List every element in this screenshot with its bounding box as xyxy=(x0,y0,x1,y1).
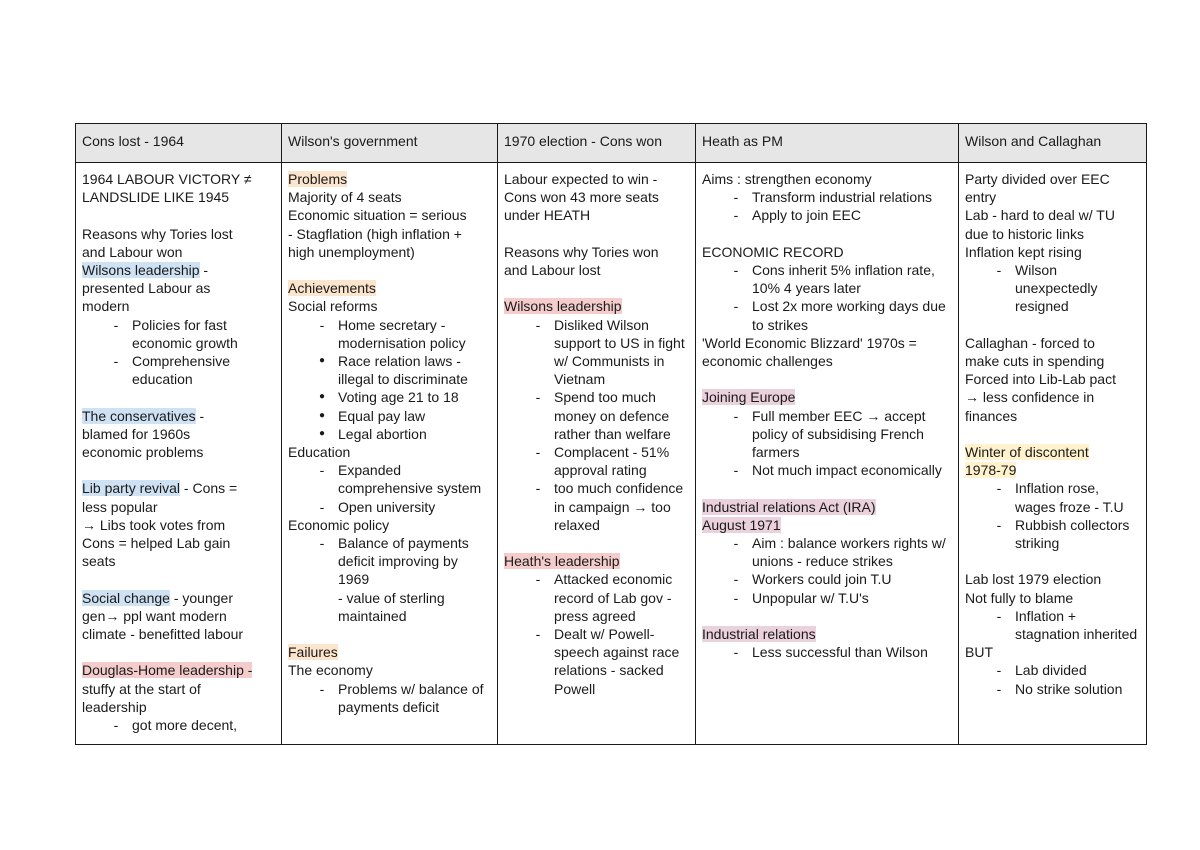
bullet-dot-icon: ● xyxy=(318,355,326,367)
highlighted-line xyxy=(82,261,275,279)
highlight: Problems xyxy=(288,171,348,187)
bullet-dash-icon: - xyxy=(319,498,325,515)
text-line xyxy=(288,261,491,279)
column-wilsons-government xyxy=(282,163,498,745)
bullet-dash-icon: - xyxy=(733,207,739,224)
bullet-item xyxy=(82,352,275,388)
text-line: Social reforms xyxy=(288,298,378,315)
bullet-text: - value of sterling maintained xyxy=(338,589,445,624)
text-line: economic problems xyxy=(82,444,204,461)
text-line xyxy=(82,461,275,479)
bullet-dash-icon: - xyxy=(535,389,541,406)
text-line: and Labour won xyxy=(82,243,183,260)
bullet-dash-icon xyxy=(306,589,338,625)
bullet-text: Full member EEC → accept policy of subsidising French farmers xyxy=(752,407,926,461)
text-line xyxy=(82,388,275,406)
header-wilsons-government: Wilson's government xyxy=(282,124,498,163)
bullet-item xyxy=(965,661,1140,679)
text-line xyxy=(965,552,1140,570)
bullet-text: Race relation laws - illegal to discriminate xyxy=(338,353,468,388)
bullet-item xyxy=(702,407,952,462)
bullet-item xyxy=(965,516,1140,552)
bullet-text: Home secretary - modernisation policy xyxy=(338,316,466,351)
text-line: due to historic links xyxy=(965,225,1085,242)
text-line: Inflation kept rising xyxy=(965,243,1082,260)
highlighted-line xyxy=(82,407,275,425)
bullet-item xyxy=(702,261,952,297)
column-1970-election xyxy=(498,163,696,745)
bullet-item xyxy=(288,589,491,625)
text-line: entry xyxy=(965,189,997,206)
bullet-item xyxy=(288,425,491,443)
bullet-item xyxy=(965,680,1140,698)
bullet-dot-icon: ● xyxy=(318,391,326,403)
highlighted-line xyxy=(288,643,491,661)
highlight: Industrial relations Act (IRA) xyxy=(702,498,876,515)
text-line: finances xyxy=(965,407,1018,424)
text-line xyxy=(965,316,1140,334)
header-1970-election: 1970 election - Cons won xyxy=(498,124,696,163)
highlight: Joining Europe xyxy=(702,389,796,406)
text-line: seats xyxy=(82,553,116,570)
bullet-text: Spend too much money on defence rather than welfare xyxy=(554,389,671,442)
bullet-item xyxy=(504,388,689,443)
bullet-item xyxy=(702,206,952,224)
bullet-item xyxy=(965,607,1140,643)
bullet-item xyxy=(288,388,491,406)
text-line: less popular xyxy=(82,498,158,515)
bullet-dash-icon: - xyxy=(733,189,739,206)
bullet-item xyxy=(288,680,491,716)
bullet-text: Comprehensive education xyxy=(132,353,231,388)
highlighted-line xyxy=(965,461,1140,479)
highlighted-line xyxy=(82,589,275,607)
text-line xyxy=(702,607,952,625)
text-line: blamed for 1960s xyxy=(82,425,191,442)
bullet-item xyxy=(288,461,491,497)
text-line: Labour expected to win - xyxy=(504,171,658,187)
bullet-dot-icon: ● xyxy=(318,427,326,439)
bullet-text: Unpopular w/ T.U's xyxy=(752,589,869,606)
bullet-dash-icon: - xyxy=(113,316,119,333)
bullet-text: Less successful than Wilson xyxy=(752,644,928,661)
highlight: Winter of discontent xyxy=(965,444,1089,461)
text-line xyxy=(82,206,275,224)
highlight: Failures xyxy=(288,644,338,661)
bullet-dash-icon: - xyxy=(113,717,119,734)
bullet-dash-icon: - xyxy=(996,516,1002,533)
highlight: Douglas-Home leadership - xyxy=(82,662,253,679)
text-line xyxy=(702,225,952,243)
bullet-dash-icon: - xyxy=(996,607,1002,624)
highlighted-line xyxy=(82,479,275,497)
line-text: - Cons = xyxy=(180,480,238,497)
bullet-item xyxy=(504,443,689,479)
text-line xyxy=(702,370,952,388)
bullet-item xyxy=(288,498,491,516)
bullet-item xyxy=(702,643,952,661)
bullet-dash-icon: - xyxy=(535,626,541,643)
bullet-text: too much confidence in campaign → too relaxed xyxy=(554,480,684,533)
bullet-text: Inflation + stagnation inherited xyxy=(1015,607,1138,643)
bullet-dash-icon: - xyxy=(733,262,739,278)
line-text: - younger xyxy=(169,589,233,606)
highlight: Heath's leadership xyxy=(504,553,620,570)
text-line xyxy=(504,534,689,552)
highlight: Wilsons leadership xyxy=(82,262,200,278)
text-line: BUT xyxy=(965,644,993,661)
content-row xyxy=(76,163,1147,745)
text-line: under HEATH xyxy=(504,207,591,224)
bullet-dash-icon: - xyxy=(733,407,739,424)
highlighted-line xyxy=(504,297,689,315)
text-line: make cuts in spending xyxy=(965,353,1105,370)
bullet-text: Transform industrial relations xyxy=(752,189,932,206)
text-line: Reasons why Tories won xyxy=(504,243,659,260)
bullet-text: No strike solution xyxy=(1015,680,1123,697)
column-wilson-and-callaghan xyxy=(959,163,1147,745)
text-line: Education xyxy=(288,444,351,461)
text-line: LANDSLIDE LIKE 1945 xyxy=(82,189,230,206)
highlighted-line xyxy=(288,170,491,188)
bullet-item xyxy=(702,188,952,206)
text-line: Forced into Lib-Lab pact xyxy=(965,371,1116,388)
text-line: stuffy at the start of xyxy=(82,680,201,697)
text-line: economic challenges xyxy=(702,353,833,370)
bullet-item xyxy=(288,352,491,388)
bullet-text: Attacked economic record of Lab gov - press agreed xyxy=(554,571,673,624)
bullet-text: Lost 2x more working days due to strikes xyxy=(752,298,946,333)
highlighted-line xyxy=(702,516,952,534)
text-line: Economic situation = serious xyxy=(288,207,467,224)
text-line: Majority of 4 seats xyxy=(288,189,402,206)
highlighted-line xyxy=(702,498,952,516)
text-line: and Labour lost xyxy=(504,262,601,278)
highlight: Social change xyxy=(82,589,170,606)
bullet-dash-icon: - xyxy=(535,444,541,461)
bullet-item xyxy=(504,316,689,389)
text-line: ECONOMIC RECORD xyxy=(702,243,844,260)
text-line: → less confidence in xyxy=(965,389,1095,406)
bullet-dash-icon: - xyxy=(996,262,1002,279)
text-line: 1964 LABOUR VICTORY ≠ xyxy=(82,171,252,187)
bullet-item xyxy=(965,479,1140,515)
bullet-text: Problems w/ balance of payments deficit xyxy=(338,680,484,715)
bullet-text: Cons inherit 5% inflation rate, 10% 4 years later xyxy=(752,262,935,297)
bullet-dash-icon: - xyxy=(733,589,739,606)
highlighted-line xyxy=(288,279,491,297)
header-row xyxy=(76,124,1147,163)
text-line xyxy=(82,643,275,661)
bullet-item xyxy=(504,479,689,534)
bullet-dash-icon: - xyxy=(733,571,739,588)
text-line: - Stagflation (high inflation + xyxy=(288,225,462,242)
text-line: Economic policy xyxy=(288,516,390,533)
line-text: - xyxy=(195,407,205,424)
text-line: Party divided over EEC xyxy=(965,171,1110,187)
bullet-item xyxy=(288,534,491,589)
column-heath-as-pm xyxy=(696,163,959,745)
text-line xyxy=(702,479,952,497)
bullet-text: Apply to join EEC xyxy=(752,207,861,224)
bullet-dash-icon: - xyxy=(113,353,119,370)
text-line: presented Labour as xyxy=(82,280,211,297)
bullet-dash-icon: - xyxy=(319,680,325,697)
highlight: Lib party revival xyxy=(82,480,181,497)
highlighted-line xyxy=(702,625,952,643)
text-line: Cons won 43 more seats xyxy=(504,189,659,206)
text-line xyxy=(504,225,689,243)
header-heath-as-pm: Heath as PM xyxy=(696,124,959,163)
bullet-text: Equal pay law xyxy=(338,407,426,424)
text-line: The economy xyxy=(288,662,373,679)
bullet-text: Open university xyxy=(338,498,436,515)
bullet-dash-icon: - xyxy=(535,480,541,497)
bullet-item xyxy=(504,625,689,698)
bullet-item xyxy=(702,534,952,570)
text-line xyxy=(504,279,689,297)
highlighted-line xyxy=(702,388,952,406)
highlight: Industrial relations xyxy=(702,626,816,643)
highlight: 1978-79 xyxy=(965,462,1017,479)
bullet-dash-icon: - xyxy=(733,535,739,552)
text-line xyxy=(82,570,275,588)
bullet-text: Expanded comprehensive system xyxy=(338,462,482,497)
bullet-dash-icon: - xyxy=(996,480,1002,497)
bullet-item xyxy=(82,316,275,352)
bullet-text: Voting age 21 to 18 xyxy=(338,389,459,406)
bullet-dash-icon: - xyxy=(733,462,739,479)
text-line xyxy=(965,425,1140,443)
bullet-text: Aim : balance workers rights w/ unions - reduce strikes xyxy=(752,535,946,570)
bullet-text: Complacent - 51% approval rating xyxy=(554,444,670,479)
bullet-text: Rubbish collectors striking xyxy=(1015,516,1130,552)
text-line: Lab - hard to deal w/ TU xyxy=(965,207,1115,224)
bullet-item xyxy=(288,316,491,352)
text-line: → Libs took votes from xyxy=(82,516,226,533)
text-line xyxy=(288,625,491,643)
bullet-item xyxy=(702,570,952,588)
highlight: The conservatives xyxy=(82,407,196,424)
bullet-item xyxy=(82,716,275,734)
bullet-dash-icon: - xyxy=(733,298,739,315)
bullet-text: Disliked Wilson support to US in fight w/ Communists in Vietnam xyxy=(554,316,685,388)
text-line: Aims : strengthen economy xyxy=(702,171,872,187)
text-line: high unemployment) xyxy=(288,243,415,260)
highlighted-line xyxy=(504,552,689,570)
column-cons-lost-1964 xyxy=(76,163,282,745)
bullet-dash-icon: - xyxy=(319,535,325,552)
bullet-text: got more decent, xyxy=(132,717,238,734)
bullet-text: Dealt w/ Powell-speech against race relations - sacked Powell xyxy=(554,626,680,697)
header-cons-lost-1964: Cons lost - 1964 xyxy=(76,124,282,163)
bullet-item xyxy=(702,461,952,479)
text-line: Cons = helped Lab gain xyxy=(82,535,231,552)
highlight: August 1971 xyxy=(702,516,781,533)
text-line: gen→ ppl want modern xyxy=(82,607,227,624)
highlight: Achievements xyxy=(288,280,376,297)
bullet-dash-icon: - xyxy=(319,316,325,333)
bullet-dot-icon: ● xyxy=(318,409,326,421)
text-line: Lab lost 1979 election xyxy=(965,571,1102,588)
bullet-text: Legal abortion xyxy=(338,425,427,442)
bullet-item xyxy=(702,589,952,607)
bullet-dash-icon: - xyxy=(733,644,739,661)
highlight: Wilsons leadership xyxy=(504,298,622,315)
notes-table xyxy=(75,123,1147,745)
text-line: Callaghan - forced to xyxy=(965,334,1095,351)
bullet-dash-icon: - xyxy=(535,316,541,333)
bullet-text: Lab divided xyxy=(1015,662,1087,679)
bullet-text: Not much impact economically xyxy=(752,462,942,479)
highlighted-line xyxy=(82,661,275,679)
bullet-text: Workers could join T.U xyxy=(752,571,892,588)
bullet-item xyxy=(702,297,952,333)
line-text: - xyxy=(199,262,209,278)
header-wilson-and-callaghan: Wilson and Callaghan xyxy=(959,124,1147,163)
bullet-dash-icon: - xyxy=(996,662,1002,679)
bullet-dash-icon: - xyxy=(535,571,541,588)
text-line: Reasons why Tories lost xyxy=(82,225,233,242)
bullet-item xyxy=(504,570,689,625)
bullet-dash-icon: - xyxy=(319,462,325,479)
bullet-item xyxy=(288,407,491,425)
text-line: leadership xyxy=(82,698,147,715)
bullet-dash-icon: - xyxy=(996,680,1002,697)
bullet-text: Wilson unexpectedly resigned xyxy=(1015,262,1098,315)
bullet-text: Balance of payments deficit improving by 1969 xyxy=(338,535,469,588)
bullet-item xyxy=(965,261,1140,316)
bullet-text: Inflation rose, wages froze - T.U xyxy=(1015,480,1124,515)
text-line: climate - benefitted labour xyxy=(82,626,244,643)
highlighted-line xyxy=(965,443,1140,461)
bullet-text: Policies for fast economic growth xyxy=(132,316,238,351)
text-line: 'World Economic Blizzard' 1970s = xyxy=(702,334,917,351)
text-line: modern xyxy=(82,298,130,315)
text-line: Not fully to blame xyxy=(965,589,1074,606)
